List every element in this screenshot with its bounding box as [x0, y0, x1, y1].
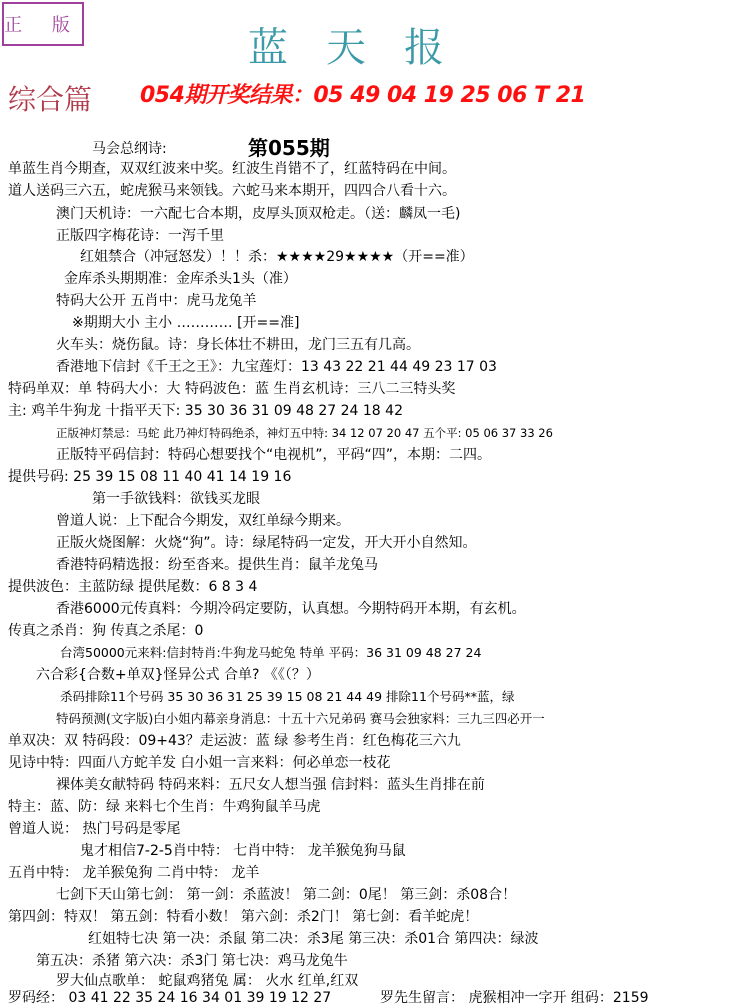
text-line: 台湾50000元来料:信封特肖:牛狗龙马蛇兔 特单 平码：36 31 09 48 27 24	[60, 645, 482, 660]
text-line: 正版特平码信封：特码心想要找个“电视机”，平码“四”，本期：二四。	[56, 447, 492, 463]
text-line: 香港地下信封《千王之王》：九宝莲灯：13 43 22 21 44 49 23 17 03	[56, 359, 497, 375]
text-line: 红姐禁合（冲冠怒发）！！杀：★★★★29★★★★（开==准）	[80, 249, 474, 265]
text-line: 提供号码: 25 39 15 08 11 40 41 14 19 16	[8, 469, 292, 485]
text-line: 单双决：双 特码段：09+43？走运波：蓝 绿 参考生肖：红色梅花三六九	[8, 733, 461, 749]
newspaper-title: 蓝天报	[248, 25, 482, 71]
text-line: 罗码经： 03 41 22 35 24 16 34 01 39 19 12 27	[8, 990, 332, 1006]
text-line: 裸体美女献特码 特码来料：五尺女人想当强 信封料：蓝头生肖排在前	[56, 777, 485, 793]
text-line: ※期期大小 主小 ………… [开==准]	[72, 315, 300, 331]
text-line: 第一手欲钱料：欲钱买龙眼	[92, 491, 260, 507]
text-line: 红姐特七决 第一决：杀鼠 第二决：杀3尾 第三决：杀01合 第四决：绿波	[88, 931, 539, 947]
text-line: 道人送码三六五，蛇虎猴马来领钱。六蛇马来本期开，四四合八看十六。	[8, 183, 456, 199]
text-line: 见诗中特：四面八方蛇羊发 白小姐一言来料：何必单恋一枝花	[8, 755, 391, 771]
text-line: 正版火烧图解：火烧“狗”。诗：绿尾特码一定发，开大开小自然知。	[56, 535, 477, 551]
text-line: 第五决：杀猪 第六决：杀3门 第七决：鸡马龙兔牛	[36, 953, 348, 969]
issue-number: 第055期	[248, 136, 330, 160]
text-line: 曾道人说： 热门号码是零尾	[8, 821, 181, 837]
text-line: 传真之杀肖：狗 传真之杀尾：0	[8, 623, 204, 639]
previous-draw-result: 054期开奖结果：05 49 04 19 25 06 T 21	[140, 83, 586, 108]
genuine-stamp: 正 版	[2, 2, 84, 46]
text-line: 杀码排除11个号码 35 30 36 31 25 39 15 08 21 44 49 排除11个号码**蓝，绿	[60, 689, 515, 704]
text-line: 香港特码精选报：纷至沓来。提供生肖：鼠羊龙兔马	[56, 557, 378, 573]
text-line: 第四剑：特双！ 第五剑：特看小数！ 第六剑：杀2门！ 第七剑：看羊蛇虎！	[8, 909, 479, 925]
text-line: 六合彩{合数+单双}怪异公式 合单? 《《（？）	[36, 667, 320, 683]
text-line: 澳门天机诗：一六配七合本期，皮厚头顶双枪走。（送：麟凤一毛)	[56, 206, 461, 222]
text-line: 单蓝生肖今期查，双双红波来中奖。红波生肖错不了，红蓝特码在中间。	[8, 161, 456, 177]
text-line: 火车头：烧伤鼠。诗：身长体壮不耕田，龙门三五有几高。	[56, 337, 420, 353]
text-line: 马会总纲诗:	[92, 141, 167, 157]
text-line: 曾道人说：上下配合今期发，双红单绿今期来。	[56, 513, 350, 529]
text-line: 金库杀头期期准：金库杀头1头（准）	[64, 271, 297, 287]
text-line: 正版神灯禁忌：马蛇 此乃神灯特码绝杀，神灯五中特: 34 12 07 20 47 五个平: 05 06 37 33 26	[56, 426, 553, 440]
section-heading: 综合篇	[8, 83, 93, 116]
text-line: 主: 鸡羊牛狗龙 十指平天下: 35 30 36 31 09 48 27 24 18 42	[8, 403, 403, 419]
text-line: 香港6000元传真料：今期冷码定要防，认真想。今期特码开本期，有玄机。	[56, 601, 526, 617]
text-line: 五肖中特： 龙羊猴兔狗 二肖中特： 龙羊	[8, 865, 260, 881]
text-line: 罗大仙点歌单： 蛇鼠鸡猪兔 属： 火水 红单,红双	[56, 973, 359, 989]
text-line: 特码预测(文字版)白小姐内幕亲身消息：十五十六兄弟码 赛马会独家料：三九三四必开一	[56, 711, 545, 726]
text-line: 特码大公开 五肖中：虎马龙兔羊	[56, 293, 257, 309]
text-line: 提供波色：主蓝防绿 提供尾数：6 8 3 4	[8, 579, 258, 595]
text-line: 特主：蓝、防：绿 来料七个生肖：牛鸡狗鼠羊马虎	[8, 799, 321, 815]
text-line: 罗先生留言： 虎猴相冲一字开 组码：2159	[380, 990, 649, 1006]
text-line: 特码单双：单 特码大小：大 特码波色：蓝 生肖玄机诗：三八二三特头奖	[8, 381, 456, 397]
text-line: 七剑下天山第七剑： 第一剑：杀蓝波！ 第二剑：0尾！ 第三剑：杀08合！	[56, 887, 517, 903]
text-line: 鬼才相信7-2-5肖中特： 七肖中特： 龙羊猴兔狗马鼠	[80, 843, 406, 859]
text-line: 正版四字梅花诗：一泻千里	[56, 228, 224, 244]
